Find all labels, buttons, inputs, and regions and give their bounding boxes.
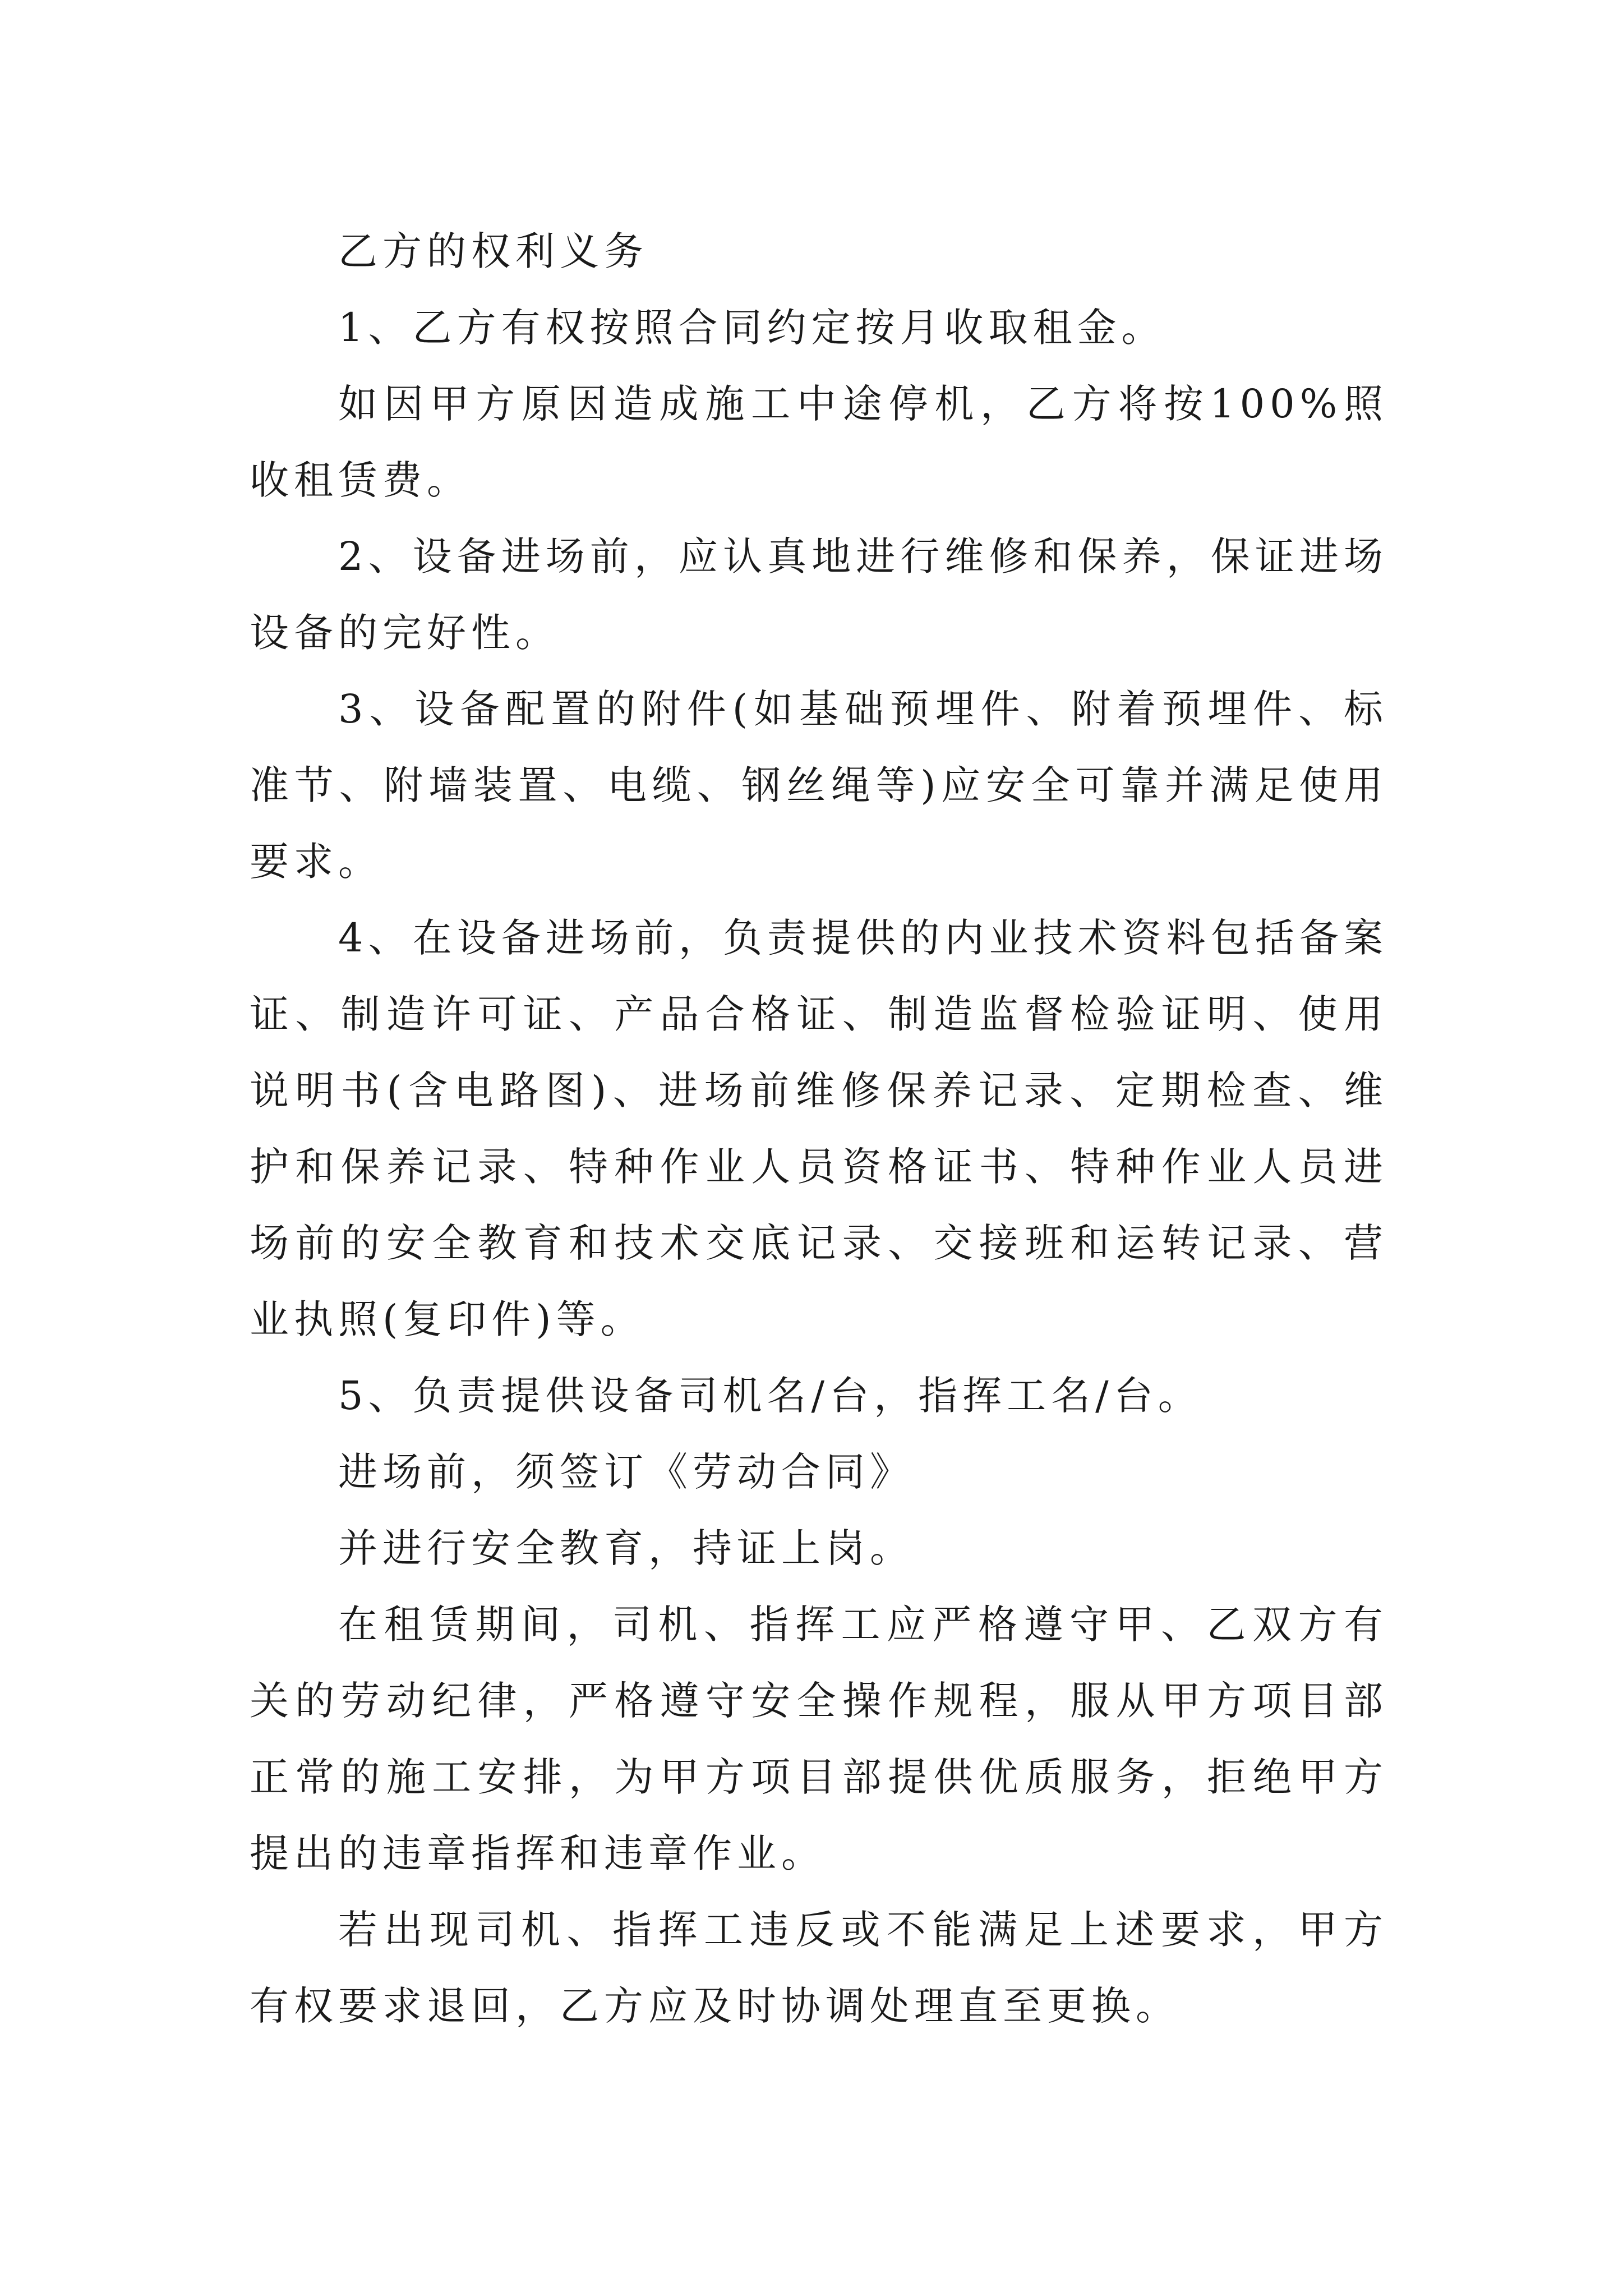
document-body xyxy=(250,213,1388,2044)
paragraph-item-4: 4、在设备进场前，负责提供的内业技术资料包括备案证、制造许可证、产品合格证、制造监督检验证明、使用说明书(含电路图)、进场前维修保养记录、定期检查、维护和保养记录、特种作业人员资格证书、特种作业人员进场前的安全教育和技术交底记录、交接班和运转记录、营业执照(复印件)等。 xyxy=(250,915,1388,1342)
paragraph-safety-note: 并进行安全教育，持证上岗。 xyxy=(338,1525,914,1571)
paragraph-item-3: 3、设备配置的附件(如基础预埋件、附着预埋件、标准节、附墙装置、电缆、钢丝绳等)应安全可靠并满足使用要求。 xyxy=(250,686,1388,885)
paragraph-item-1: 1、乙方有权按照合同约定按月收取租金。 xyxy=(338,305,1166,351)
paragraph-item-2: 2、设备进场前，应认真地进行维修和保养，保证进场设备的完好性。 xyxy=(250,533,1388,656)
paragraph-replacement: 若出现司机、指挥工违反或不能满足上述要求，甲方有权要求退回，乙方应及时协调处理直至更换。 xyxy=(250,1907,1388,2029)
paragraph-contract-note: 进场前，须签订《劳动合同》 xyxy=(338,1449,914,1495)
paragraph-rental-period: 在租赁期间，司机、指挥工应严格遵守甲、乙双方有关的劳动纪律，严格遵守安全操作规程，服从甲方项目部正常的施工安排，为甲方项目部提供优质服务，拒绝甲方提出的违章指挥和违章作业。 xyxy=(250,1602,1388,1876)
paragraph-item-1-detail: 如因甲方原因造成施工中途停机，乙方将按100%照收租赁费。 xyxy=(250,381,1388,503)
section-heading: 乙方的权利义务 xyxy=(338,228,648,274)
paragraph-item-5: 5、负责提供设备司机名/台，指挥工名/台。 xyxy=(338,1373,1202,1419)
